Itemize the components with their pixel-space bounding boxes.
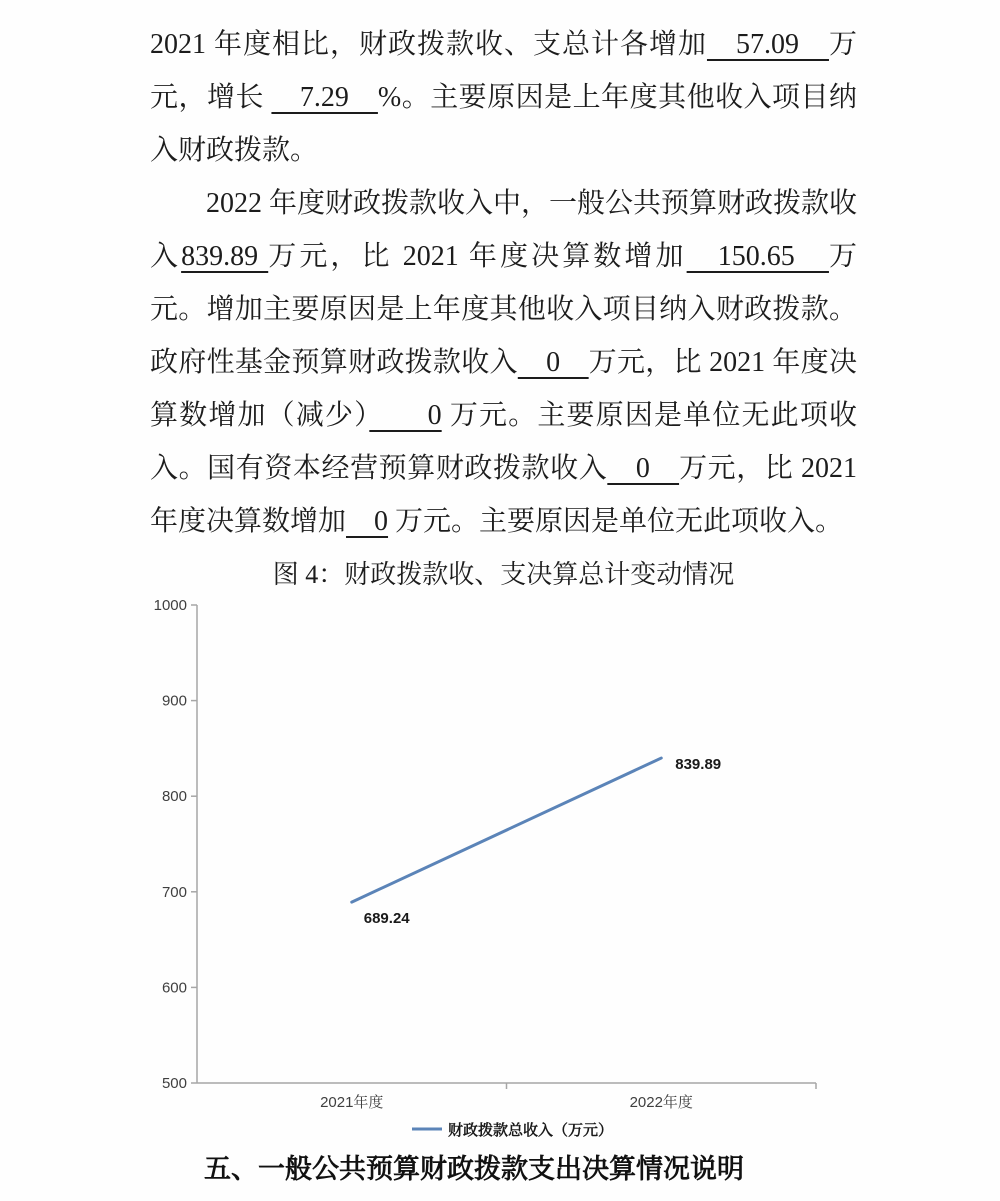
y-tick-label: 900 <box>161 692 187 710</box>
text-run: 2021 年度相比，财政拨款收、支总计各增加 <box>150 29 707 60</box>
text-run: 万元，比 2021 年度决算数增加（减少） <box>150 347 857 431</box>
text-run: 万元，比 2021 年度决算数增加 <box>268 241 687 272</box>
data-label-2021: 689.24 <box>363 910 410 928</box>
series-line <box>352 758 662 902</box>
fill-in-value: 0 <box>369 400 442 431</box>
fill-in-value: 0 <box>607 453 680 484</box>
y-tick-label: 500 <box>161 1075 187 1092</box>
fill-in-value: 150.65 <box>686 241 829 272</box>
figure-title: 图 4：财政拨款收、支决算总计变动情况 <box>272 560 735 589</box>
text-run: 万元。主要原因是单位无此项收入。 <box>388 506 844 537</box>
figure-chart <box>130 592 830 1152</box>
x-category-label: 2022年度 <box>629 1094 693 1111</box>
para-continuation <box>150 18 857 177</box>
text-run: 万元，比 2021 年度决算数增加 <box>150 453 857 537</box>
text-run: 2022 年度财政拨款收入中，一般公共预算财政拨款收入 <box>150 188 858 272</box>
fill-in-value: 7.29 <box>271 82 378 113</box>
fill-in-value: 0 <box>517 347 589 378</box>
x-category-label: 2021年度 <box>320 1094 384 1111</box>
y-tick-label: 1000 <box>153 597 187 614</box>
text-run: 万元。主要原因是单位无此项收入。国有资本经营预算财政拨款收入 <box>150 400 857 484</box>
y-tick-label: 600 <box>161 979 187 997</box>
text-run: 万元，增长 <box>150 29 857 113</box>
fill-in-value: 0 <box>346 506 389 537</box>
text-run: 万元。增加主要原因是上年度其他收入项目纳入财政拨款。政府性基金预算财政拨款收入 <box>150 241 857 378</box>
y-tick-label: 700 <box>161 883 187 901</box>
fill-in-value: 839.89 <box>181 241 269 272</box>
body-text <box>150 18 857 548</box>
para-2022-income <box>150 177 857 548</box>
legend-label: 财政拨款总收入（万元） <box>448 1122 614 1139</box>
data-label-2022: 839.89 <box>675 756 722 774</box>
y-tick-label: 800 <box>161 788 187 806</box>
fill-in-value: 57.09 <box>706 29 829 60</box>
text-run: %。主要原因是上年度其他收入项目纳入财政拨款。 <box>150 82 857 166</box>
section-heading: 五、一般公共预算财政拨款支出决算情况说明 <box>204 1154 744 1184</box>
